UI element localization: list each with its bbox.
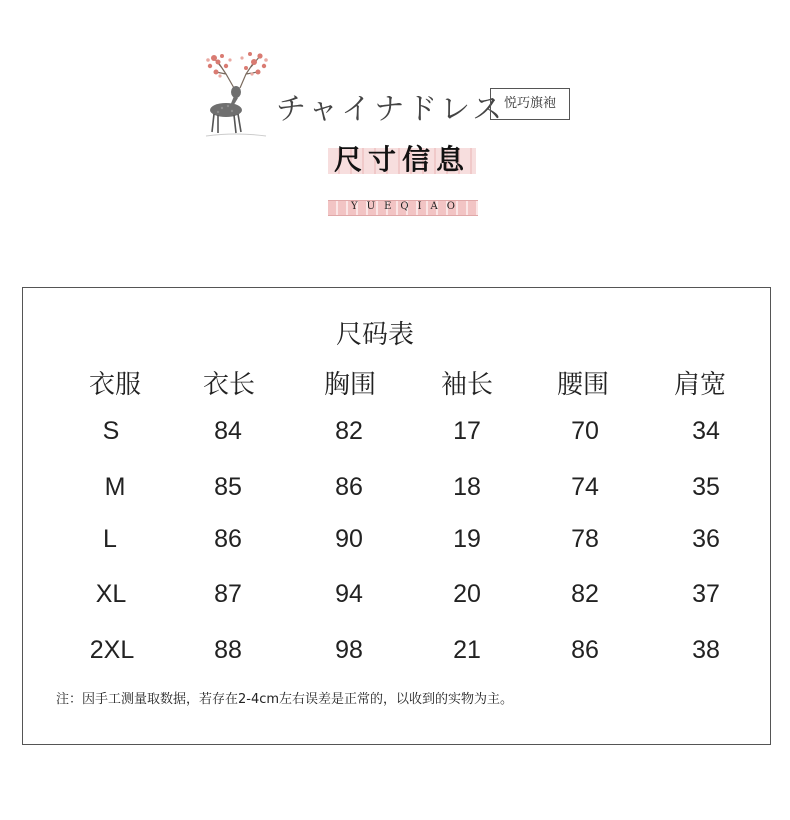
table-cell: 74 xyxy=(571,473,599,501)
table-cell: 70 xyxy=(571,417,599,445)
column-header-garment: 衣服 xyxy=(88,370,141,400)
page-title: 尺寸信息 xyxy=(333,143,470,176)
table-cell: M xyxy=(104,473,126,501)
table-cell: 18 xyxy=(453,473,481,501)
table-cell: 98 xyxy=(335,636,363,664)
table-cell: 19 xyxy=(453,525,481,553)
table-cell: 87 xyxy=(214,580,242,608)
table-cell: 20 xyxy=(453,580,481,608)
column-header-length: 衣长 xyxy=(202,370,255,400)
table-cell: 17 xyxy=(453,417,481,445)
column-header-sleeve: 袖长 xyxy=(440,370,493,400)
deer-with-blossom-antlers-icon xyxy=(196,44,276,140)
column-header-bust: 胸围 xyxy=(323,370,376,400)
size-table-title: 尺码表 xyxy=(335,320,414,350)
brand-name-badge: 悦巧旗袍 xyxy=(490,88,570,120)
table-cell: 84 xyxy=(214,417,242,445)
column-header-waist: 腰围 xyxy=(556,370,609,400)
table-cell: L xyxy=(103,525,117,553)
size-table-panel xyxy=(22,287,771,745)
table-cell: XL xyxy=(95,580,127,608)
table-cell: 86 xyxy=(335,473,363,501)
table-cell: 34 xyxy=(692,417,720,445)
measurement-note: 注：因手工测量取数据，若存在2-4cm左右误差是正常的，以收到的实物为主。 xyxy=(56,692,514,707)
brand-japanese-text: チャイナドレス xyxy=(276,92,506,127)
table-cell: 35 xyxy=(692,473,720,501)
column-header-shoulder: 肩宽 xyxy=(673,370,726,400)
table-cell: 2XL xyxy=(89,636,135,664)
table-cell: 86 xyxy=(571,636,599,664)
table-cell: S xyxy=(102,417,120,445)
table-cell: 82 xyxy=(571,580,599,608)
table-cell: 82 xyxy=(335,417,363,445)
table-cell: 86 xyxy=(214,525,242,553)
table-cell: 36 xyxy=(692,525,720,553)
pinyin-text: YUEQIAO xyxy=(351,201,464,212)
table-cell: 38 xyxy=(692,636,720,664)
table-cell: 78 xyxy=(571,525,599,553)
table-cell: 94 xyxy=(335,580,363,608)
table-cell: 85 xyxy=(214,473,242,501)
table-cell: 37 xyxy=(692,580,720,608)
table-cell: 21 xyxy=(453,636,481,664)
table-cell: 88 xyxy=(214,636,242,664)
table-cell: 90 xyxy=(335,525,363,553)
